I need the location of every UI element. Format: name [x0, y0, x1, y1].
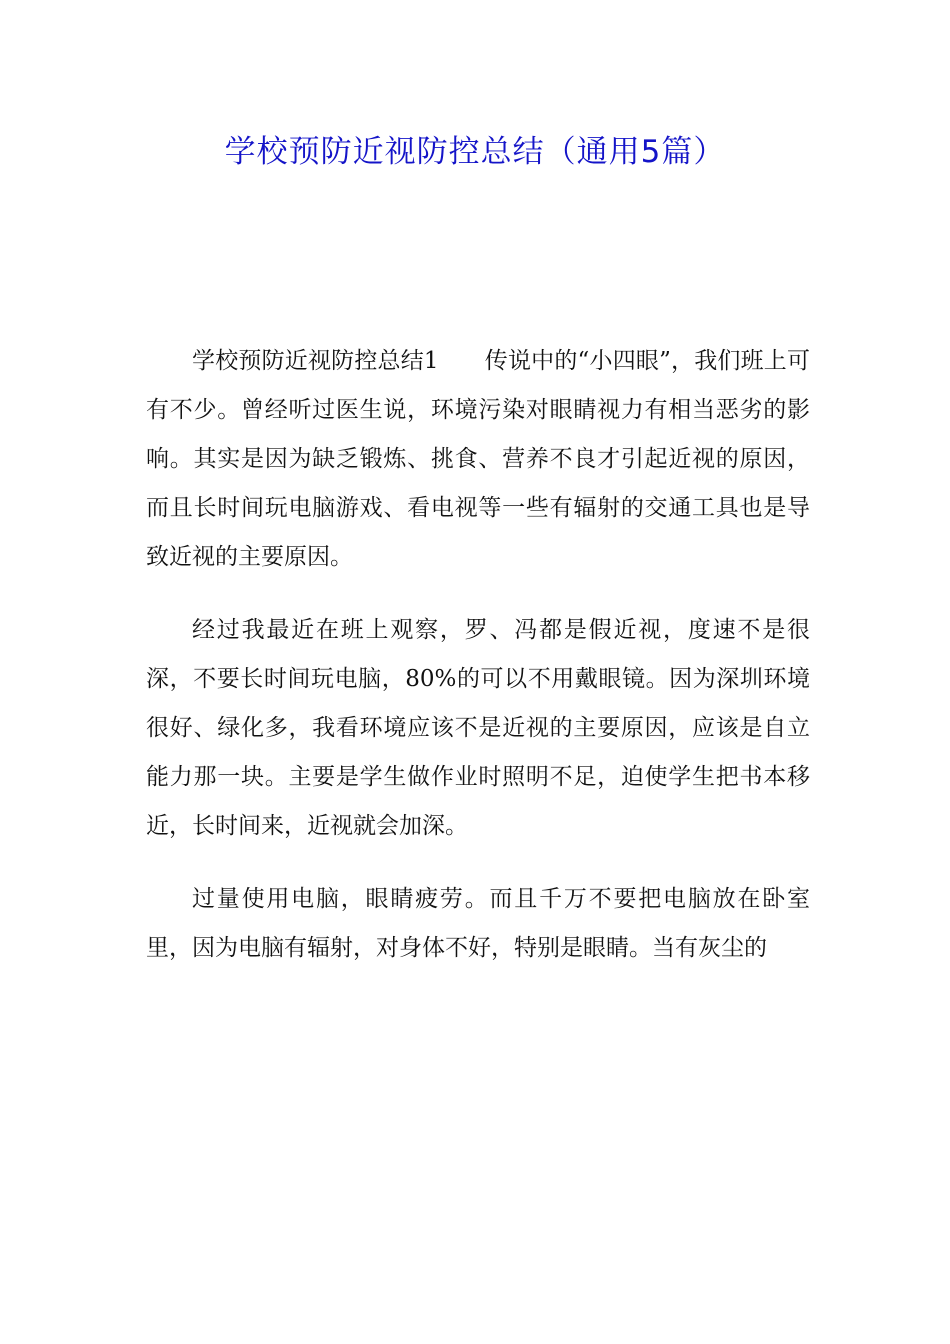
- paragraph-text: 传说中的“小四眼”，我们班上可有不少。曾经听过医生说，环境污染对眼睛视力有相当恶劣的影响。其实是因为缺乏锻炼、挑食、营养不良才引起近视的原因，而且长时间玩电脑游戏、看电视等一些有辐射的交通工具也是导致近视的主要原因。: [146, 348, 810, 570]
- paragraph-1: [146, 337, 810, 582]
- paragraph-text: 经过我最近在班上观察，罗、冯都是假近视，度速不是很深，不要长时间玩电脑，80%的可以不用戴眼镜。因为深圳环境很好、绿化多，我看环境应该不是近视的主要原因，应该是自立能力那一块。主要是学生做作业时照明不足，迫使学生把书本移近，长时间来，近视就会加深。: [146, 617, 810, 839]
- paragraph-text: 过量使用电脑，眼睛疲劳。而且千万不要把电脑放在卧室里，因为电脑有辐射，对身体不好，特别是眼睛。当有灰尘的: [146, 886, 810, 961]
- document-title: 学校预防近视防控总结（通用5篇）: [224, 134, 726, 170]
- section-heading: 学校预防近视防控总结1: [192, 348, 439, 374]
- paragraph-2: [146, 606, 810, 851]
- document-body: [146, 337, 810, 973]
- paragraph-3: [146, 875, 810, 973]
